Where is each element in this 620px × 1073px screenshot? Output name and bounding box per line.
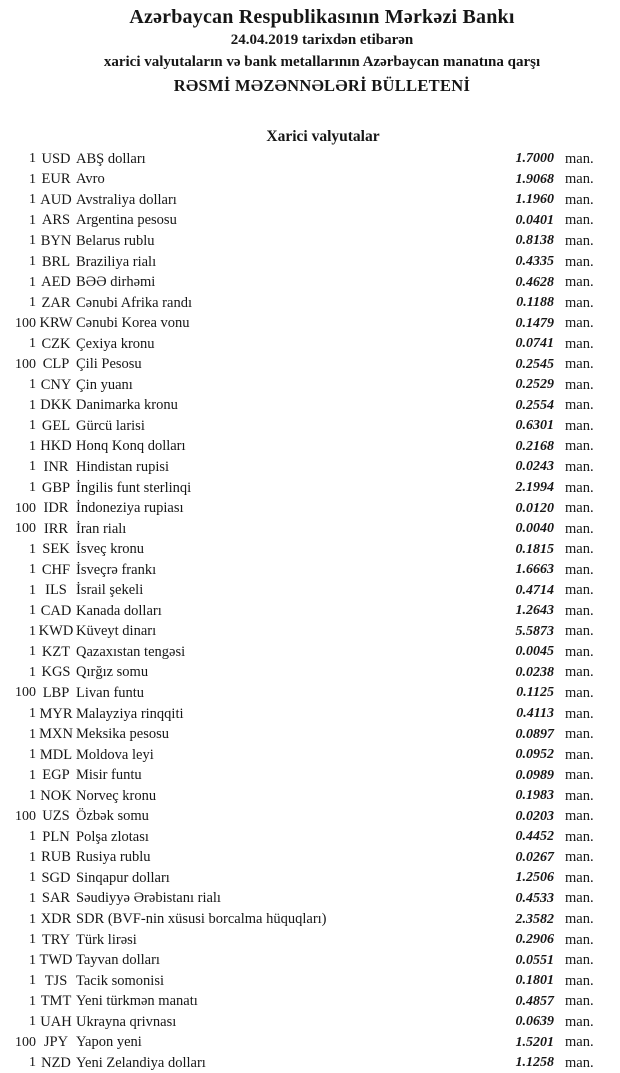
currency-name: Küveyt dinarı xyxy=(76,623,157,640)
exchange-rate: 0.0897 xyxy=(515,726,554,742)
currency-name: Cənubi Korea vonu xyxy=(76,315,190,332)
currency-quantity: 1 xyxy=(29,480,36,496)
currency-code: CHF xyxy=(41,561,71,578)
currency-code: INR xyxy=(43,458,69,475)
currency-quantity: 1 xyxy=(29,603,36,619)
exchange-rate: 1.5201 xyxy=(515,1034,554,1050)
currency-quantity: 1 xyxy=(29,973,36,989)
currency-name: Tayvan dolları xyxy=(76,952,160,969)
currency-row xyxy=(0,293,600,314)
currency-quantity: 100 xyxy=(15,500,36,516)
section-title-foreign-currencies: Xarici valyutalar xyxy=(266,128,380,145)
unit-label: man. xyxy=(565,931,594,948)
exchange-rate: 0.0952 xyxy=(515,747,554,763)
currency-row xyxy=(0,149,600,170)
currency-row xyxy=(0,971,600,992)
exchange-rate: 0.4628 xyxy=(515,274,554,290)
currency-code: SEK xyxy=(42,541,70,558)
currency-row xyxy=(0,560,600,581)
unit-label: man. xyxy=(565,294,594,311)
exchange-rate: 2.1994 xyxy=(515,480,554,496)
currency-quantity: 1 xyxy=(29,726,36,742)
unit-label: man. xyxy=(565,643,594,660)
exchange-rate: 0.0551 xyxy=(515,952,554,968)
currency-code: BYN xyxy=(40,232,72,249)
currency-row xyxy=(0,211,600,232)
exchange-rate: 0.0040 xyxy=(515,521,554,537)
currency-code: TWD xyxy=(39,952,73,969)
currency-row xyxy=(0,868,600,889)
currency-name: Türk lirəsi xyxy=(76,931,137,948)
unit-label: man. xyxy=(565,561,594,578)
currency-code: AED xyxy=(41,274,71,291)
currency-quantity: 1 xyxy=(29,932,36,948)
currency-quantity: 1 xyxy=(29,192,36,208)
currency-quantity: 1 xyxy=(29,377,36,393)
currency-row xyxy=(0,416,600,437)
currency-quantity: 100 xyxy=(15,808,36,824)
currency-quantity: 1 xyxy=(29,952,36,968)
currency-quantity: 1 xyxy=(29,993,36,1009)
currency-name: Gürcü larisi xyxy=(76,417,145,434)
currency-quantity: 1 xyxy=(29,747,36,763)
currency-row xyxy=(0,765,600,786)
exchange-rate: 0.0203 xyxy=(515,808,554,824)
currency-code: EUR xyxy=(41,171,71,188)
currency-code: BRL xyxy=(41,253,71,270)
currency-row xyxy=(0,1012,600,1033)
currency-row xyxy=(0,704,600,725)
currency-name: Honq Konq dolları xyxy=(76,438,186,455)
unit-label: man. xyxy=(565,356,594,373)
currency-name: BƏƏ dirhəmi xyxy=(76,274,156,291)
currency-row xyxy=(0,580,600,601)
currency-code: LBP xyxy=(42,684,70,701)
currency-code: MXN xyxy=(39,726,73,743)
exchange-rate: 0.0989 xyxy=(515,767,554,783)
unit-label: man. xyxy=(565,911,594,927)
currency-row xyxy=(0,745,600,766)
currency-code: MYR xyxy=(39,705,73,722)
currency-row xyxy=(0,375,600,396)
unit-label: man. xyxy=(565,952,594,969)
currency-row xyxy=(0,478,600,499)
currency-code: EGP xyxy=(42,767,70,784)
currency-code: KZT xyxy=(41,643,71,660)
unit-label: man. xyxy=(565,582,594,599)
currency-name: Yeni Zelandiya dolları xyxy=(76,1054,206,1071)
currency-name: İsveçrə frankı xyxy=(76,561,157,578)
unit-label: man. xyxy=(565,335,594,352)
currency-name: Qırğız somu xyxy=(76,664,149,681)
currency-name: ABŞ dolları xyxy=(76,150,146,167)
exchange-rate: 0.0401 xyxy=(515,212,554,228)
currency-quantity: 1 xyxy=(29,1014,36,1030)
currency-name: İsrail şekeli xyxy=(76,582,144,599)
unit-label: man. xyxy=(565,376,594,393)
currency-quantity: 1 xyxy=(29,151,36,167)
unit-label: man. xyxy=(565,500,594,517)
exchange-rate: 0.2529 xyxy=(515,377,554,393)
currency-quantity: 100 xyxy=(15,315,36,331)
currency-name: Çili Pesosu xyxy=(76,356,142,373)
currency-row xyxy=(0,519,600,540)
currency-name: Misir funtu xyxy=(76,767,142,784)
unit-label: man. xyxy=(565,869,594,886)
unit-label: man. xyxy=(565,417,594,434)
exchange-rate: 0.6301 xyxy=(515,418,554,434)
currency-code: UZS xyxy=(42,808,70,825)
exchange-rate: 5.5873 xyxy=(515,623,554,639)
currency-code: SGD xyxy=(41,869,71,886)
currency-quantity: 1 xyxy=(29,336,36,352)
unit-label: man. xyxy=(565,479,594,496)
exchange-rate: 0.2545 xyxy=(515,356,554,372)
currency-name: Avro xyxy=(76,171,105,188)
currency-quantity: 1 xyxy=(29,562,36,578)
currency-row xyxy=(0,437,600,458)
bank-title: Azərbaycan Respublikasının Mərkəzi Bankı xyxy=(129,6,515,28)
currency-code: CLP xyxy=(42,356,70,373)
currency-name: Tacik somonisi xyxy=(76,972,164,989)
currency-row xyxy=(0,683,600,704)
currency-row xyxy=(0,170,600,191)
currency-row xyxy=(0,313,600,334)
currency-name: Çin yuanı xyxy=(76,376,133,393)
currency-quantity: 1 xyxy=(29,274,36,290)
currency-row xyxy=(0,950,600,971)
currency-code: KGS xyxy=(41,664,71,681)
currency-row xyxy=(0,231,600,252)
unit-label: man. xyxy=(565,787,594,804)
currency-name: Argentina pesosu xyxy=(76,212,177,229)
unit-label: man. xyxy=(565,767,594,784)
currency-row xyxy=(0,909,600,930)
unit-label: man. xyxy=(565,541,594,558)
currency-name: Danimarka kronu xyxy=(76,397,178,414)
exchange-rate: 0.8138 xyxy=(515,233,554,249)
currency-name: SDR (BVF-nin xüsusi borcalma hüquqları) xyxy=(76,911,327,927)
currency-quantity: 1 xyxy=(29,397,36,413)
exchange-rate: 0.0267 xyxy=(515,849,554,865)
unit-label: man. xyxy=(565,746,594,763)
currency-quantity: 100 xyxy=(15,356,36,372)
currency-row xyxy=(0,1033,600,1054)
currency-code: NZD xyxy=(41,1054,71,1071)
currency-name: Braziliya rialı xyxy=(76,253,157,270)
currency-row xyxy=(0,396,600,417)
currency-name: Livan funtu xyxy=(76,684,145,701)
unit-label: man. xyxy=(565,458,594,475)
exchange-rate: 1.9068 xyxy=(515,171,554,187)
currency-quantity: 1 xyxy=(29,890,36,906)
unit-label: man. xyxy=(565,993,594,1010)
exchange-rate: 1.6663 xyxy=(515,562,554,578)
currency-name: Yeni türkmən manatı xyxy=(76,993,198,1010)
unit-label: man. xyxy=(565,520,594,537)
currency-row xyxy=(0,930,600,951)
currency-row xyxy=(0,991,600,1012)
currency-quantity: 1 xyxy=(29,541,36,557)
currency-quantity: 1 xyxy=(29,623,36,639)
currency-row xyxy=(0,252,600,273)
currency-name: Hindistan rupisi xyxy=(76,458,170,475)
currency-row xyxy=(0,848,600,869)
currency-row xyxy=(0,889,600,910)
exchange-rate: 1.7000 xyxy=(515,151,554,167)
unit-label: man. xyxy=(565,828,594,845)
currency-code: ILS xyxy=(45,582,67,599)
exchange-rate: 0.0045 xyxy=(515,644,554,660)
exchange-rate: 0.0639 xyxy=(515,1014,554,1030)
currency-code: ARS xyxy=(41,212,71,229)
exchange-rate: 0.2168 xyxy=(515,438,554,454)
currency-code: XDR xyxy=(40,911,72,927)
exchange-rate: 0.1983 xyxy=(515,788,554,804)
currency-quantity: 1 xyxy=(29,870,36,886)
currency-name: Norveç kronu xyxy=(76,787,157,804)
currency-quantity: 1 xyxy=(29,788,36,804)
currency-code: MDL xyxy=(39,746,73,763)
currency-quantity: 1 xyxy=(29,418,36,434)
unit-label: man. xyxy=(565,274,594,291)
currency-quantity: 1 xyxy=(29,849,36,865)
currency-code: IDR xyxy=(43,500,69,517)
bulletin-header xyxy=(0,0,620,98)
currency-name: Meksika pesosu xyxy=(76,726,170,743)
currency-code: AUD xyxy=(40,191,72,208)
currency-code: CZK xyxy=(41,335,71,352)
currency-name: Sinqapur dolları xyxy=(76,869,170,886)
unit-label: man. xyxy=(565,972,594,989)
exchange-rate: 1.2506 xyxy=(515,870,554,886)
unit-label: man. xyxy=(565,150,594,167)
currency-name: Rusiya rublu xyxy=(76,849,151,866)
currency-quantity: 1 xyxy=(29,1055,36,1071)
currency-name: İsveç kronu xyxy=(76,541,145,558)
currency-quantity: 1 xyxy=(29,582,36,598)
currency-name: Ukrayna qrivnası xyxy=(76,1013,177,1030)
currency-row xyxy=(0,786,600,807)
currency-row xyxy=(0,190,600,211)
unit-label: man. xyxy=(565,1013,594,1030)
currency-quantity: 1 xyxy=(29,254,36,269)
currency-row xyxy=(0,457,600,478)
currency-name: Kanada dolları xyxy=(76,602,162,619)
unit-label: man. xyxy=(565,253,594,270)
bulletin-title: RƏSMİ MƏZƏNNƏLƏRİ BÜLLETENİ xyxy=(173,76,471,95)
exchange-rate: 0.0238 xyxy=(515,664,554,680)
currency-quantity: 1 xyxy=(29,706,36,722)
exchange-rate: 0.0120 xyxy=(515,500,554,516)
currency-code: JPY xyxy=(43,1034,69,1051)
unit-label: man. xyxy=(565,808,594,825)
currency-row xyxy=(0,498,600,519)
currency-code: CAD xyxy=(40,602,72,619)
currency-row xyxy=(0,622,600,643)
currency-name: Malayziya rinqqiti xyxy=(76,705,184,722)
exchange-rate: 0.1125 xyxy=(516,685,554,701)
currency-quantity: 1 xyxy=(29,295,36,311)
currency-code: TJS xyxy=(44,972,68,989)
exchange-rate: 0.4452 xyxy=(515,829,554,845)
exchange-rate: 1.1258 xyxy=(515,1055,554,1071)
currency-name: Qazaxıstan tengəsi xyxy=(76,643,186,660)
currency-row xyxy=(0,601,600,622)
currency-code: TMT xyxy=(40,993,72,1010)
currency-code: GEL xyxy=(41,417,71,434)
currency-code: ZAR xyxy=(41,294,71,311)
currency-code: USD xyxy=(41,150,71,167)
currency-code: IRR xyxy=(43,520,69,537)
unit-label: man. xyxy=(565,705,594,722)
currency-code: KRW xyxy=(39,315,73,332)
currency-code: CNY xyxy=(40,376,72,393)
currency-name: Çexiya kronu xyxy=(76,335,155,352)
currency-code: HKD xyxy=(40,438,72,455)
currency-name: Səudiyyə Ərəbistanı rialı xyxy=(76,890,221,907)
currency-row xyxy=(0,539,600,560)
currency-code: PLN xyxy=(42,828,70,845)
unit-label: man. xyxy=(565,849,594,866)
exchange-rate: 0.0243 xyxy=(515,459,554,475)
currency-name: Moldova leyi xyxy=(76,746,154,763)
unit-label: man. xyxy=(565,397,594,414)
exchange-rate: 0.4335 xyxy=(515,254,554,269)
currency-row xyxy=(0,827,600,848)
effective-date: 24.04.2019 tarixdən etibarən xyxy=(230,32,414,48)
exchange-rate: 0.2554 xyxy=(515,397,554,413)
currency-quantity: 1 xyxy=(29,171,36,187)
exchange-rate: 0.1801 xyxy=(515,973,554,989)
currency-name: Avstraliya dolları xyxy=(76,191,177,208)
currency-row xyxy=(0,642,600,663)
currency-row xyxy=(0,272,600,293)
exchange-rate: 0.4113 xyxy=(516,706,554,722)
exchange-rate: 1.2643 xyxy=(515,603,554,619)
currency-quantity: 1 xyxy=(29,438,36,454)
unit-label: man. xyxy=(565,1034,594,1051)
currency-quantity: 1 xyxy=(29,212,36,228)
currency-row xyxy=(0,334,600,355)
currency-name: İndoneziya rupiası xyxy=(76,500,184,517)
unit-label: man. xyxy=(565,623,594,640)
currency-name: Cənubi Afrika randı xyxy=(76,294,192,311)
exchange-rate: 0.1188 xyxy=(516,295,554,311)
exchange-rate: 0.4714 xyxy=(515,582,554,598)
currency-quantity: 1 xyxy=(29,829,36,845)
currency-quantity: 100 xyxy=(15,521,36,537)
unit-label: man. xyxy=(565,726,594,743)
currency-quantity: 1 xyxy=(29,233,36,249)
currency-quantity: 1 xyxy=(29,911,36,927)
unit-label: man. xyxy=(565,232,594,249)
unit-label: man. xyxy=(565,438,594,455)
exchange-rate: 0.0741 xyxy=(515,336,554,352)
exchange-rate: 2.3582 xyxy=(515,911,554,927)
unit-label: man. xyxy=(565,191,594,208)
currency-name: Özbək somu xyxy=(76,808,149,825)
currency-name: Belarus rublu xyxy=(76,232,155,249)
currency-quantity: 1 xyxy=(29,459,36,475)
currency-quantity: 100 xyxy=(15,1034,36,1050)
currency-name: İran rialı xyxy=(76,520,127,537)
currency-code: GBP xyxy=(41,479,71,496)
currency-name: Yapon yeni xyxy=(76,1034,142,1051)
currency-name: Polşa zlotası xyxy=(76,828,149,845)
currency-code: TRY xyxy=(41,931,71,948)
currency-name: İngilis funt sterlinqi xyxy=(76,479,192,496)
currency-code: UAH xyxy=(40,1013,72,1030)
currency-row xyxy=(0,1053,600,1073)
currency-quantity: 1 xyxy=(29,644,36,660)
currency-code: RUB xyxy=(41,849,71,866)
unit-label: man. xyxy=(565,664,594,681)
currency-row xyxy=(0,663,600,684)
currency-quantity: 1 xyxy=(29,664,36,680)
exchange-rate: 0.1815 xyxy=(515,541,554,557)
currency-row xyxy=(0,354,600,375)
unit-label: man. xyxy=(565,602,594,619)
unit-label: man. xyxy=(565,684,594,701)
currency-row xyxy=(0,724,600,745)
currency-quantity: 100 xyxy=(15,685,36,701)
exchange-rate: 1.1960 xyxy=(515,192,554,208)
currency-code: SAR xyxy=(41,890,71,907)
currency-row xyxy=(0,807,600,828)
currency-code: NOK xyxy=(40,787,72,804)
unit-label: man. xyxy=(565,890,594,907)
exchange-rate: 0.1479 xyxy=(515,315,554,331)
bulletin-subtitle: xarici valyutaların və bank metallarının Azərbaycan manatına qarşı xyxy=(103,54,541,70)
currency-quantity: 1 xyxy=(29,767,36,783)
currency-code: DKK xyxy=(40,397,72,414)
exchange-rate: 0.2906 xyxy=(515,932,554,948)
unit-label: man. xyxy=(565,1054,594,1071)
currency-code: KWD xyxy=(38,623,74,640)
unit-label: man. xyxy=(565,171,594,188)
unit-label: man. xyxy=(565,212,594,229)
unit-label: man. xyxy=(565,315,594,332)
exchange-rate: 0.4533 xyxy=(515,890,554,906)
exchange-rate: 0.4857 xyxy=(515,993,554,1009)
currency-table xyxy=(0,149,620,1073)
